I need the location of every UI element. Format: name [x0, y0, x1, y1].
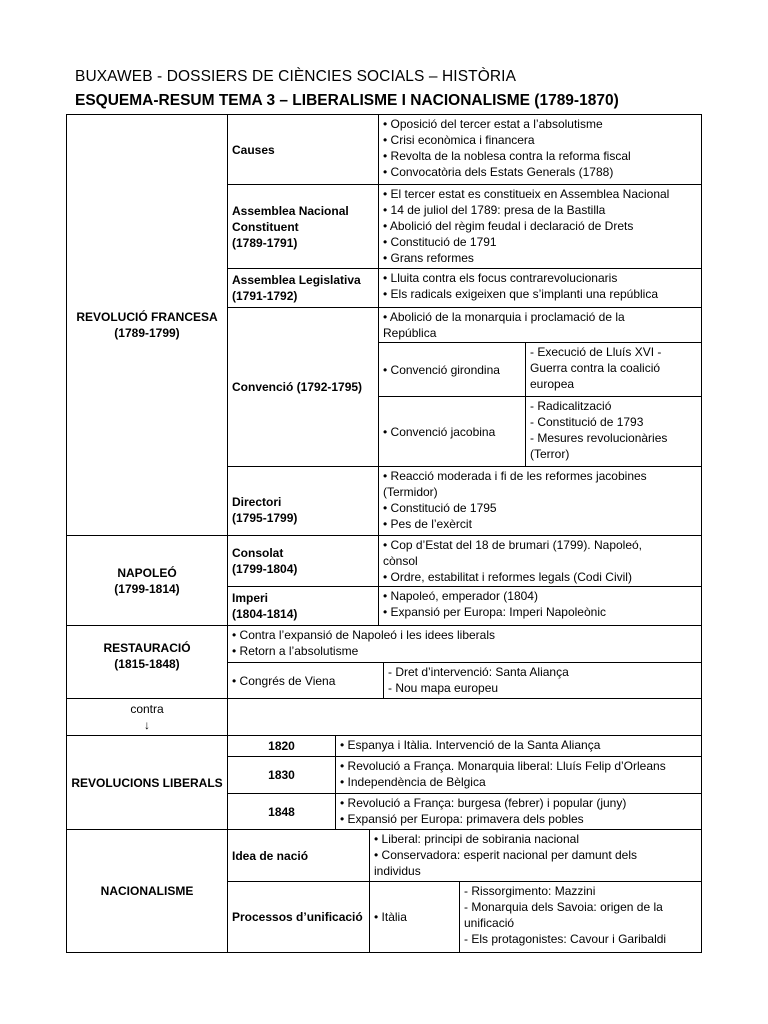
label-line: • Convenció jacobina: [383, 424, 496, 439]
congres-viena-content: [383, 662, 702, 699]
causes-label: [227, 114, 379, 185]
processos-unificacio-label: [227, 881, 370, 953]
consolat-label: [227, 535, 379, 587]
list-item: • Independència de Bèlgica: [340, 775, 486, 789]
year-label: 1830: [268, 768, 295, 782]
list-item: • Pes de l’exèrcit: [383, 517, 472, 531]
label-line: Idea de nació: [232, 848, 309, 863]
section-dates: (1815-1848): [114, 656, 180, 671]
label-line: • Itàlia: [374, 910, 407, 924]
list-item: - Execució de Lluís XVI -: [530, 345, 662, 359]
directori-content: [378, 466, 702, 536]
section-dates: (1789-1799): [114, 326, 180, 340]
section-title: RESTAURACIÓ: [103, 640, 191, 655]
label-line: Imperi: [232, 591, 269, 605]
list-item: • Crisi econòmica i financera: [383, 133, 535, 147]
section-revolucio-francesa: [66, 114, 228, 536]
list-item: • Lluita contra els focus contrarevolucionaris: [383, 271, 618, 285]
list-item: • Cop d’Estat del 18 de brumari (1799). Napoleó,: [383, 538, 643, 552]
list-item: - Dret d’intervenció: Santa Aliança: [388, 665, 569, 679]
list-item: - Monarquia dels Savoia: origen de la: [464, 900, 663, 914]
list-item: Guerra contra la coalició: [530, 361, 661, 375]
year-1830: [227, 756, 336, 794]
list-item: • El tercer estat es constitueix en Assemblea Nacional: [383, 187, 670, 201]
assemblea-nacional-content: [378, 184, 702, 269]
label-line: Constituent: [232, 219, 299, 234]
section-revolucions-liberals: [66, 735, 228, 830]
list-item: - Els protagonistes: Cavour i Garibaldi: [464, 932, 667, 946]
convencio-intro: [378, 307, 702, 343]
year-label: 1820: [268, 739, 295, 753]
label-line: Consolat: [232, 546, 284, 560]
list-item: • Napoleó, emperador (1804): [383, 589, 538, 603]
list-item: República: [383, 326, 437, 340]
list-item: • Revolució a França: burgesa (febrer) i popular (juny): [340, 796, 627, 810]
imperi-label: [227, 586, 379, 626]
convencio-girondina-content: [525, 342, 702, 397]
section-title: NAPOLEÓ: [117, 565, 177, 580]
year-1848: [227, 793, 336, 830]
assemblea-legislativa-content: [378, 268, 702, 308]
section-dates: (1799-1814): [114, 581, 180, 596]
contra-label: contra: [130, 702, 164, 716]
idea-nacio-content: [369, 829, 702, 882]
list-item: • 14 de juliol del 1789: presa de la Bastilla: [383, 203, 606, 217]
section-title: REVOLUCIÓ FRANCESA: [76, 310, 218, 324]
list-item: • Reacció moderada i fi de les reformes jacobines: [383, 469, 647, 483]
label-line: (1804-1814): [232, 607, 298, 621]
convencio-jacobina-content: [525, 396, 702, 467]
list-item: • Expansió per Europa: Imperi Napoleònic: [383, 605, 606, 619]
list-item: • Liberal: principi de sobirania nacional: [374, 832, 579, 846]
italia-label: [369, 881, 460, 953]
list-item: • Abolició de la monarquia i proclamació de la: [383, 310, 625, 324]
list-item: (Terror): [530, 447, 570, 461]
idea-nacio-label: [227, 829, 370, 882]
assemblea-nacional-label: [227, 184, 379, 269]
list-item: • Ordre, estabilitat i reformes legals (Codi Civil): [383, 570, 632, 584]
list-item: • Grans reformes: [383, 251, 474, 265]
italia-content: [459, 881, 702, 953]
consolat-content: [378, 535, 702, 587]
list-item: • Els radicals exigeixen que s’implanti una república: [383, 287, 659, 301]
section-restauracio: [66, 625, 228, 699]
section-napoleo: [66, 535, 228, 626]
list-item: • Retorn a l’absolutisme: [232, 644, 359, 658]
list-item: • Revolució a França. Monarquia liberal: Lluís Felip d’Orleans: [340, 759, 666, 773]
list-item: • Abolició del règim feudal i declaració de Drets: [383, 219, 634, 233]
list-item: • Conservadora: esperit nacional per damunt dels: [374, 848, 638, 862]
list-item: • Espanya i Itàlia. Intervenció de la Santa Aliança: [340, 738, 601, 752]
list-item: • Revolta de la noblesa contra la reforma fiscal: [383, 149, 631, 163]
label-line: Processos d’unificació: [232, 910, 363, 924]
convencio-jacobina-label: [378, 396, 526, 467]
causes-label-text: Causes: [232, 142, 275, 157]
label-line: (1795-1799): [232, 510, 298, 525]
year-1848-content: [335, 793, 702, 830]
label-line: Directori: [232, 494, 282, 509]
imperi-content: [378, 586, 702, 626]
list-item: - Nou mapa europeu: [388, 681, 499, 695]
contra-cell: [66, 698, 228, 736]
label-line: (1789-1791): [232, 235, 298, 250]
contra-empty-cell: [227, 698, 702, 736]
year-1820-content: [335, 735, 702, 757]
list-item: - Constitució de 1793: [530, 415, 644, 429]
restauracio-content: [227, 625, 702, 663]
list-item: (Termidor): [383, 485, 438, 499]
causes-content: [378, 114, 702, 185]
header-line-2: ESQUEMA-RESUM TEMA 3 – LIBERALISME I NACIONALISME (1789-1870): [75, 92, 619, 109]
section-nacionalisme: [66, 829, 228, 953]
year-1820: [227, 735, 336, 757]
year-1830-content: [335, 756, 702, 794]
list-item: • Oposició del tercer estat a l’absolutisme: [383, 117, 603, 131]
directori-label: [227, 466, 379, 536]
list-item: europea: [530, 377, 575, 391]
section-title: REVOLUCIONS LIBERALS: [71, 775, 223, 790]
label-line: • Convenció girondina: [383, 362, 500, 377]
section-title: NACIONALISME: [100, 884, 194, 898]
list-item: cònsol: [383, 554, 418, 568]
arrow-down-icon: ↓: [144, 718, 150, 732]
list-item: • Constitució de 1795: [383, 501, 497, 515]
label-line: Convenció (1792-1795): [232, 380, 363, 394]
label-line: Assemblea Nacional: [232, 203, 349, 218]
list-item: - Radicalització: [530, 399, 612, 413]
convencio-label: [227, 307, 379, 467]
label-line: • Congrés de Viena: [232, 673, 336, 688]
congres-viena-label: [227, 662, 384, 699]
convencio-girondina-label: [378, 342, 526, 397]
list-item: • Constitució de 1791: [383, 235, 497, 249]
label-line: Assemblea Legislativa: [232, 273, 361, 287]
assemblea-legislativa-label: [227, 268, 379, 308]
header-line-1: BUXAWEB - DOSSIERS DE CIÈNCIES SOCIALS – HISTÒRIA: [75, 68, 517, 85]
list-item: • Contra l’expansió de Napoleó i les idees liberals: [232, 628, 496, 642]
list-item: • Expansió per Europa: primavera dels pobles: [340, 812, 584, 826]
list-item: unificació: [464, 916, 515, 930]
list-item: • Convocatòria dels Estats Generals (1788): [383, 165, 614, 179]
list-item: - Mesures revolucionàries: [530, 431, 668, 445]
label-line: (1799-1804): [232, 562, 298, 576]
label-line: (1791-1792): [232, 289, 298, 303]
list-item: individus: [374, 864, 421, 878]
list-item: - Rissorgimento: Mazzini: [464, 884, 596, 898]
year-label: 1848: [268, 804, 295, 819]
